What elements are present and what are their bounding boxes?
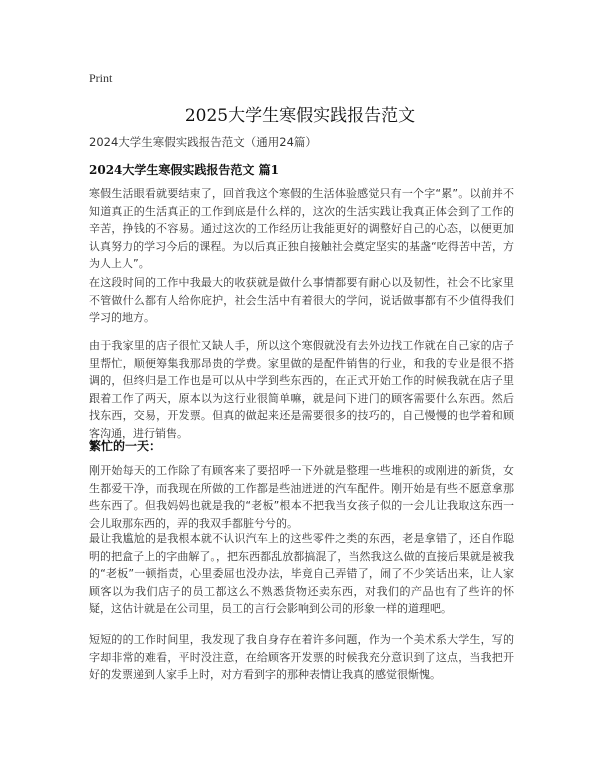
print-label[interactable]: Print (89, 71, 113, 85)
paragraph-5: 最让我尴尬的是我根本就不认识汽车上的这些零件之类的东西，老是拿错了，还自作聪明的把盒子上的字曲解了。，把东西都乱放都搞混了，当然我这么做的直接后果就是被我的“老板”一顿指责，心里委屈也没办法，毕竟自己弄错了，闹了不少笑话出来，让人家顾客以为我们店子的员工都这么不熟悉货物还卖东西，对我们的产品也有了些许的怀疑，这估计就是在公司里，员工的言行会影响到公司的形象一样的道理吧。 (89, 532, 514, 616)
section-heading-1: 2024大学生寒假实践报告范文 篇1 (89, 163, 279, 177)
paragraph-2: 在这段时间的工作中我最大的收获就是做什么事情都要有耐心以及韧性，社会不比家里不管做什么都有人给你庇护，社会生活中有着很大的学问，说话做事都有不少值得我们学习的地方。 (89, 276, 514, 325)
page-title: 2025大学生寒假实践报告范文 (184, 106, 416, 126)
paragraph-3: 由于我家里的店子很忙又缺人手，所以这个寒假就没有去外边找工作就在自己家的店子里帮忙，顺便筹集我那昂贵的学费。家里做的是配件销售的行业，和我的专业是很不搭调的，但终归是工作也是可以从中学到些东西的，在正式开始工作的时候我就在店子里跟着工作了两天，原本以为这行业很简单嘛，就是问下进门的顾客需要什么东西。然后找东西，交易，开发票。但真的做起来还是需要很多的技巧的，自己慢慢的也学着和顾客沟通，进行销售。 (89, 339, 514, 440)
paragraph-1: 寒假生活眼看就要结束了，回首我这个寒假的生活体验感觉只有一个字“累”。以前并不知道真正的生活真正的工作到底是什么样的，这次的生活实践让我真正体会到了工作的辛苦，挣钱的不容易。通过这次的工作经历让我能更好的调整好自己的心态，以便更加认真努力的学习今后的课程。为以后真正独自接触社会奠定坚实的基盏“吃得苦中苦，方为人上人”。 (89, 187, 514, 271)
paragraph-4: 刚开始每天的工作除了有顾客来了要招呼一下外就是整理一些堆积的或刚进的新货，女生都爱干净，而我现在所做的工作都是些油迸迸的汽车配件。刚开始是有些不愿意拿那些东西了。但我妈妈也就是我的“老板”根本不把我当女孩子似的一会儿让我取这东西一会儿取那东西的，弄的我双手都脏兮兮的。 (89, 464, 514, 530)
section-heading-2: 繁忙的一天： (89, 439, 162, 453)
paragraph-6: 短短的的工作时间里，我发现了我自身存在着许多问题，作为一个美术系大学生，写的字却非常的难看，平时没注意，在给顾客开发票的时候我充分意识到了这点，当我把开好的发票递到人家手上时，对方看到字的那种表情让我真的感觉很惭愧。 (89, 633, 514, 682)
document-subtitle: 2024大学生寒假实践报告范文（通用24篇） (89, 135, 317, 149)
